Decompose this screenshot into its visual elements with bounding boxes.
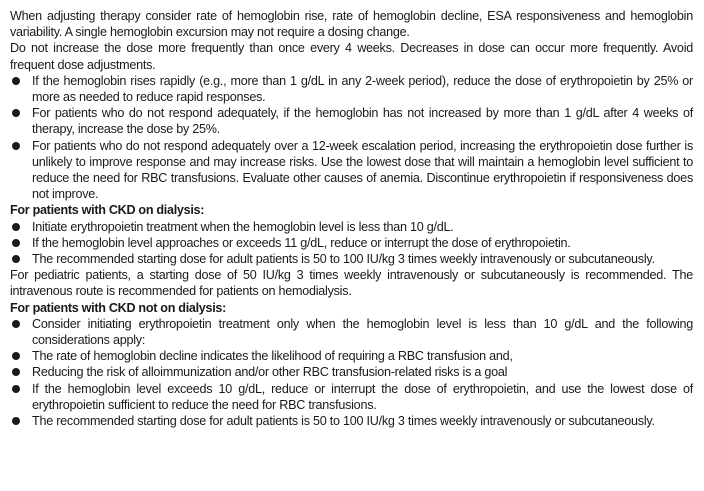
bullet-icon bbox=[12, 320, 20, 328]
list-item-text: For patients who do not respond adequately, if the hemoglobin has not increased by more than 1 g/dL after 4 weeks of therapy, increase the dose by 25%. bbox=[32, 106, 693, 137]
dialysis-section-title: For patients with CKD on dialysis: bbox=[10, 203, 205, 218]
list-item bbox=[10, 73, 693, 105]
bullet-icon bbox=[12, 352, 20, 360]
list-item-text: The rate of hemoglobin decline indicates the likelihood of requiring a RBC transfusion and, bbox=[32, 349, 513, 364]
bullet-icon bbox=[12, 142, 20, 150]
bullet-icon bbox=[12, 239, 20, 247]
list-item bbox=[10, 235, 693, 251]
bullet-icon bbox=[12, 368, 20, 376]
non-dialysis-section-title: For patients with CKD not on dialysis: bbox=[10, 300, 226, 315]
intro-paragraph-1: When adjusting therapy consider rate of hemoglobin rise, rate of hemoglobin decline, ESA responsiveness and hemoglobin variability. A single hemoglobin excursion may not require a dosing change. bbox=[10, 9, 693, 40]
dialysis-note: For pediatric patients, a starting dose of 50 IU/kg 3 times weekly intravenously or subcutaneously is recommended. The intravenous route is recommended for patients on hemodialysis. bbox=[10, 268, 693, 299]
list-item-text: If the hemoglobin rises rapidly (e.g., more than 1 g/dL in any 2-week period), reduce the dose of erythropoietin by 25% or more as needed to reduce rapid responses. bbox=[32, 73, 693, 105]
list-item bbox=[10, 413, 693, 429]
list-item-text: If the hemoglobin level exceeds 10 g/dL, reduce or interrupt the dose of erythropoietin, and use the lowest dose of erythropoietin sufficient to reduce the need for RBC transfusions. bbox=[32, 381, 693, 412]
bullet-icon bbox=[12, 255, 20, 263]
list-item-text: Initiate erythropoietin treatment when the hemoglobin level is less than 10 g/dL. bbox=[32, 219, 454, 234]
bullet-icon bbox=[12, 77, 20, 85]
bullet-icon bbox=[12, 223, 20, 231]
list-item bbox=[10, 105, 693, 137]
list-item-text: Consider initiating erythropoietin treatment only when the hemoglobin level is less than 10 g/dL and the following considerations apply: bbox=[32, 316, 693, 348]
list-item bbox=[10, 316, 693, 348]
list-item bbox=[10, 138, 693, 203]
list-item-text: For patients who do not respond adequately over a 12-week escalation period, increasing the erythropoietin dose further is unlikely to improve response and may increase risks. Use the lowest dose that will maintain a hemoglobin level sufficient to reduce the need for RBC transfusions. Evaluate other causes of anemia. Discontinue erythropoietin if responsiveness does not improve. bbox=[32, 138, 693, 202]
bullet-icon bbox=[12, 417, 20, 425]
intro-paragraph-2: Do not increase the dose more frequently than once every 4 weeks. Decreases in dose can occur more frequently. Avoid frequent dose adjustments. bbox=[10, 41, 693, 72]
list-item-text: Reducing the risk of alloimmunization and/or other RBC transfusion-related risks is a goal bbox=[32, 365, 508, 380]
list-item-text: The recommended starting dose for adult patients is 50 to 100 IU/kg 3 times weekly intravenously or subcutaneously. bbox=[32, 414, 655, 429]
general-bullet-list bbox=[10, 73, 693, 203]
list-item bbox=[10, 381, 693, 413]
list-item bbox=[10, 348, 693, 364]
bullet-icon bbox=[12, 385, 20, 393]
dosing-document bbox=[10, 8, 693, 429]
list-item bbox=[10, 219, 693, 235]
list-item-text: The recommended starting dose for adult patients is 50 to 100 IU/kg 3 times weekly intravenously or subcutaneously. bbox=[32, 252, 655, 267]
list-item-text: If the hemoglobin level approaches or exceeds 11 g/dL, reduce or interrupt the dose of erythropoietin. bbox=[32, 235, 571, 250]
list-item bbox=[10, 251, 693, 267]
non-dialysis-bullet-list bbox=[10, 316, 693, 429]
dialysis-bullet-list bbox=[10, 219, 693, 268]
bullet-icon bbox=[12, 109, 20, 117]
list-item bbox=[10, 364, 693, 380]
